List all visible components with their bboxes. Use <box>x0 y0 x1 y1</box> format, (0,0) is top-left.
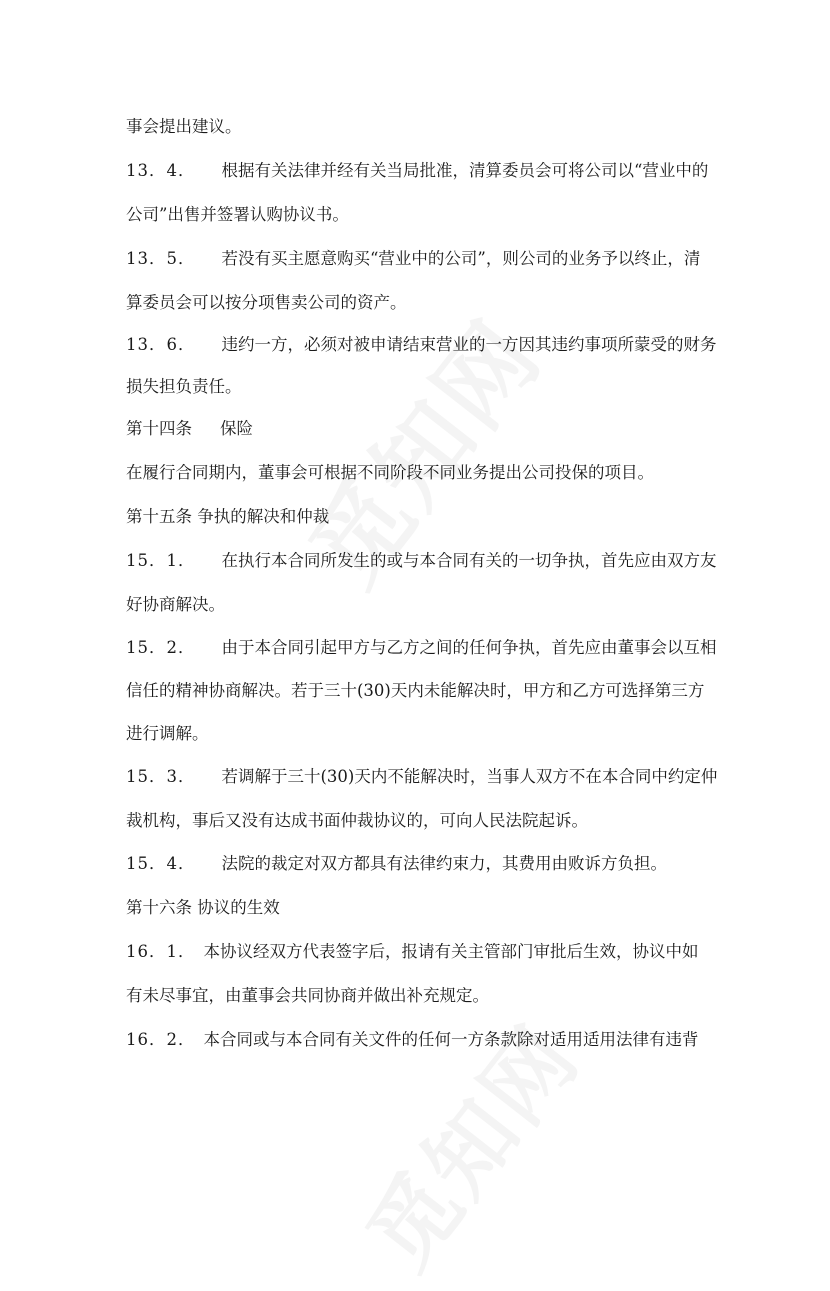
clause-text: 在执行本合同所发生的或与本合同有关的一切争执，首先应由双方友 <box>221 551 717 570</box>
clause-number: 13．4． <box>126 161 196 180</box>
clause-13-4 <box>126 160 708 182</box>
clause-number: 15．4． <box>126 854 196 873</box>
clause-15-1 <box>126 550 717 572</box>
article-title: 第十六条 协议的生效 <box>126 898 280 917</box>
paragraph-line <box>126 680 704 702</box>
clause-15-4 <box>126 853 667 875</box>
clause-15-2 <box>126 637 717 659</box>
line-text: 信任的精神协商解决。若于三十(30)天内未能解决时，甲方和乙方可选择第三方 <box>126 681 705 700</box>
paragraph-line <box>126 462 654 484</box>
line-text: 好协商解决。 <box>126 595 225 614</box>
clause-16-2 <box>126 1029 699 1051</box>
clause-number: 16．1． <box>126 942 196 961</box>
clause-13-6 <box>126 334 717 356</box>
clause-text: 若没有买主愿意购买“营业中的公司”，则公司的业务予以终止，清 <box>221 249 701 268</box>
clause-number: 15．1． <box>126 551 196 570</box>
line-text: 事会提出建议。 <box>126 117 242 136</box>
clause-text: 违约一方，必须对被申请结束营业的一方因其违约事项所蒙受的财务 <box>221 335 717 354</box>
clause-text: 本协议经双方代表签字后，报请有关主管部门审批后生效，协议中如 <box>203 942 699 961</box>
clause-number: 13．6． <box>126 335 196 354</box>
paragraph-line <box>126 723 209 745</box>
paragraph-line <box>126 594 225 616</box>
clause-number: 16．2． <box>126 1030 196 1049</box>
article-14-title <box>126 418 253 440</box>
line-text: 有未尽事宜，由董事会共同协商并做出补充规定。 <box>126 986 489 1005</box>
clause-number: 13．5． <box>126 249 196 268</box>
paragraph-line <box>126 985 489 1007</box>
paragraph-line <box>126 292 407 314</box>
article-16-title <box>126 897 280 919</box>
paragraph-line <box>126 810 588 832</box>
article-number: 第十四条 <box>126 419 192 438</box>
clause-text: 若调解于三十(30)天内不能解决时，当事人双方不在本合同中约定仲 <box>221 767 718 786</box>
article-title: 保险 <box>220 419 253 438</box>
clause-text: 根据有关法律并经有关当局批准，清算委员会可将公司以“营业中的 <box>221 161 709 180</box>
paragraph-line <box>126 204 349 226</box>
clause-13-5 <box>126 248 700 270</box>
clause-16-1 <box>126 941 699 963</box>
line-text: 损失担负责任。 <box>126 377 242 396</box>
article-title: 第十五条 争执的解决和仲裁 <box>126 507 330 526</box>
clause-15-3 <box>126 766 717 788</box>
clause-text: 本合同或与本合同有关文件的任何一方条款除对适用适用法律有违背 <box>203 1030 699 1049</box>
line-text: 公司”出售并签署认购协议书。 <box>126 205 349 224</box>
clause-text: 由于本合同引起甲方与乙方之间的任何争执，首先应由董事会以互相 <box>221 638 717 657</box>
clause-number: 15．3． <box>126 767 196 786</box>
line-text: 在履行合同期内，董事会可根据不同阶段不同业务提出公司投保的项目。 <box>126 463 654 482</box>
line-text: 进行调解。 <box>126 724 209 743</box>
paragraph-line <box>126 116 242 138</box>
clause-text: 法院的裁定对双方都具有法律约束力，其费用由败诉方负担。 <box>221 854 667 873</box>
line-text: 算委员会可以按分项售卖公司的资产。 <box>126 293 407 312</box>
paragraph-line <box>126 376 242 398</box>
line-text: 裁机构，事后又没有达成书面仲裁协议的，可向人民法院起诉。 <box>126 811 588 830</box>
clause-number: 15．2． <box>126 638 196 657</box>
article-15-title <box>126 506 329 528</box>
